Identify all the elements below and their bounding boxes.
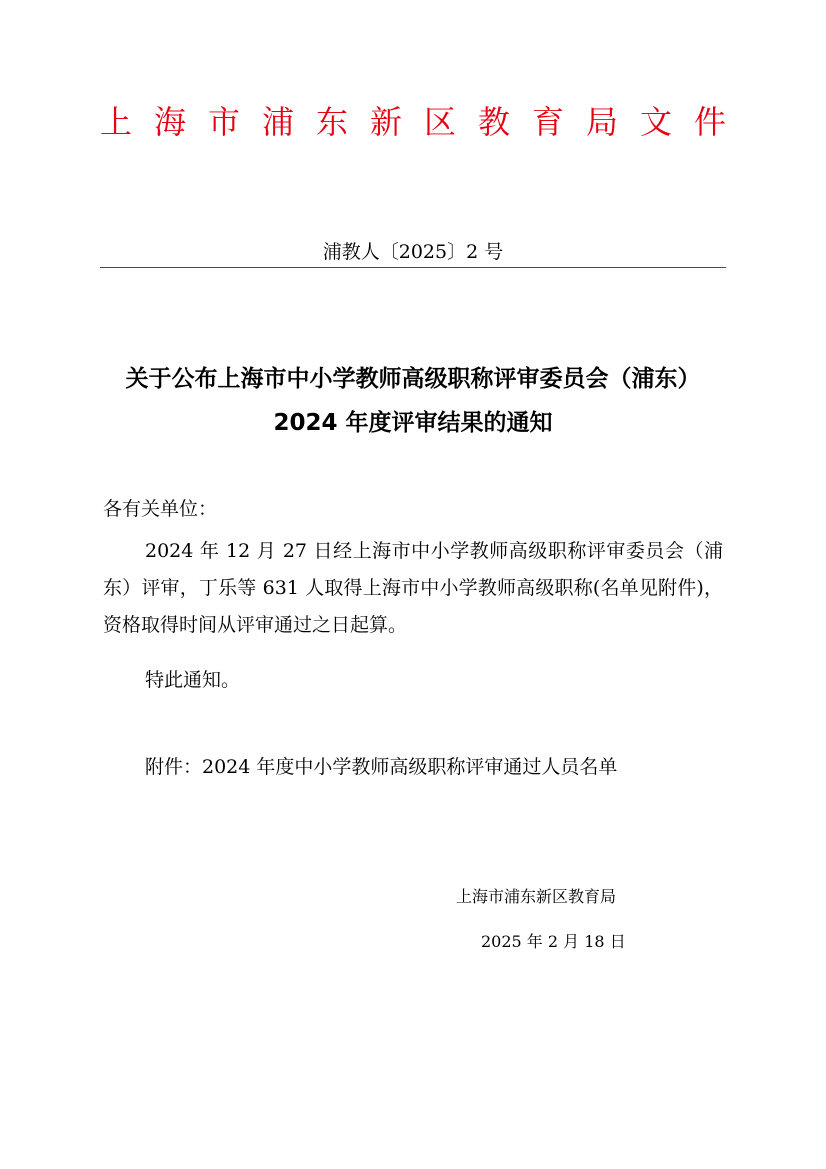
document-number: 浦教人〔2025〕2 号 <box>322 241 504 263</box>
notice-title-line-2: 2024 年度评审结果的通知 <box>273 410 553 436</box>
red-divider-line <box>100 267 726 268</box>
notice-title <box>100 357 726 445</box>
signature-date: 2025 年 2 月 18 日 <box>481 932 626 951</box>
salutation: 各有关单位： <box>103 498 218 520</box>
issuer-banner: 上 海 市 浦 东 新 区 教 育 局 文 件 <box>100 103 726 141</box>
attachment-note: 附件：2024 年度中小学教师高级职称评审通过人员名单 <box>145 756 618 778</box>
body-paragraph: 2024 年 12 月 27 日经上海市中小学教师高级职称评审委员会（浦东）评审，丁乐等 631 人取得上海市中小学教师高级职称(名单见附件)，资格取得时间从评审通过之日起算。 <box>103 540 723 636</box>
closing-remark: 特此通知。 <box>145 669 241 691</box>
notice-title-line-1: 关于公布上海市中小学教师高级职称评审委员会（浦东） <box>125 366 701 392</box>
signature-issuer: 上海市浦东新区教育局 <box>456 887 617 906</box>
